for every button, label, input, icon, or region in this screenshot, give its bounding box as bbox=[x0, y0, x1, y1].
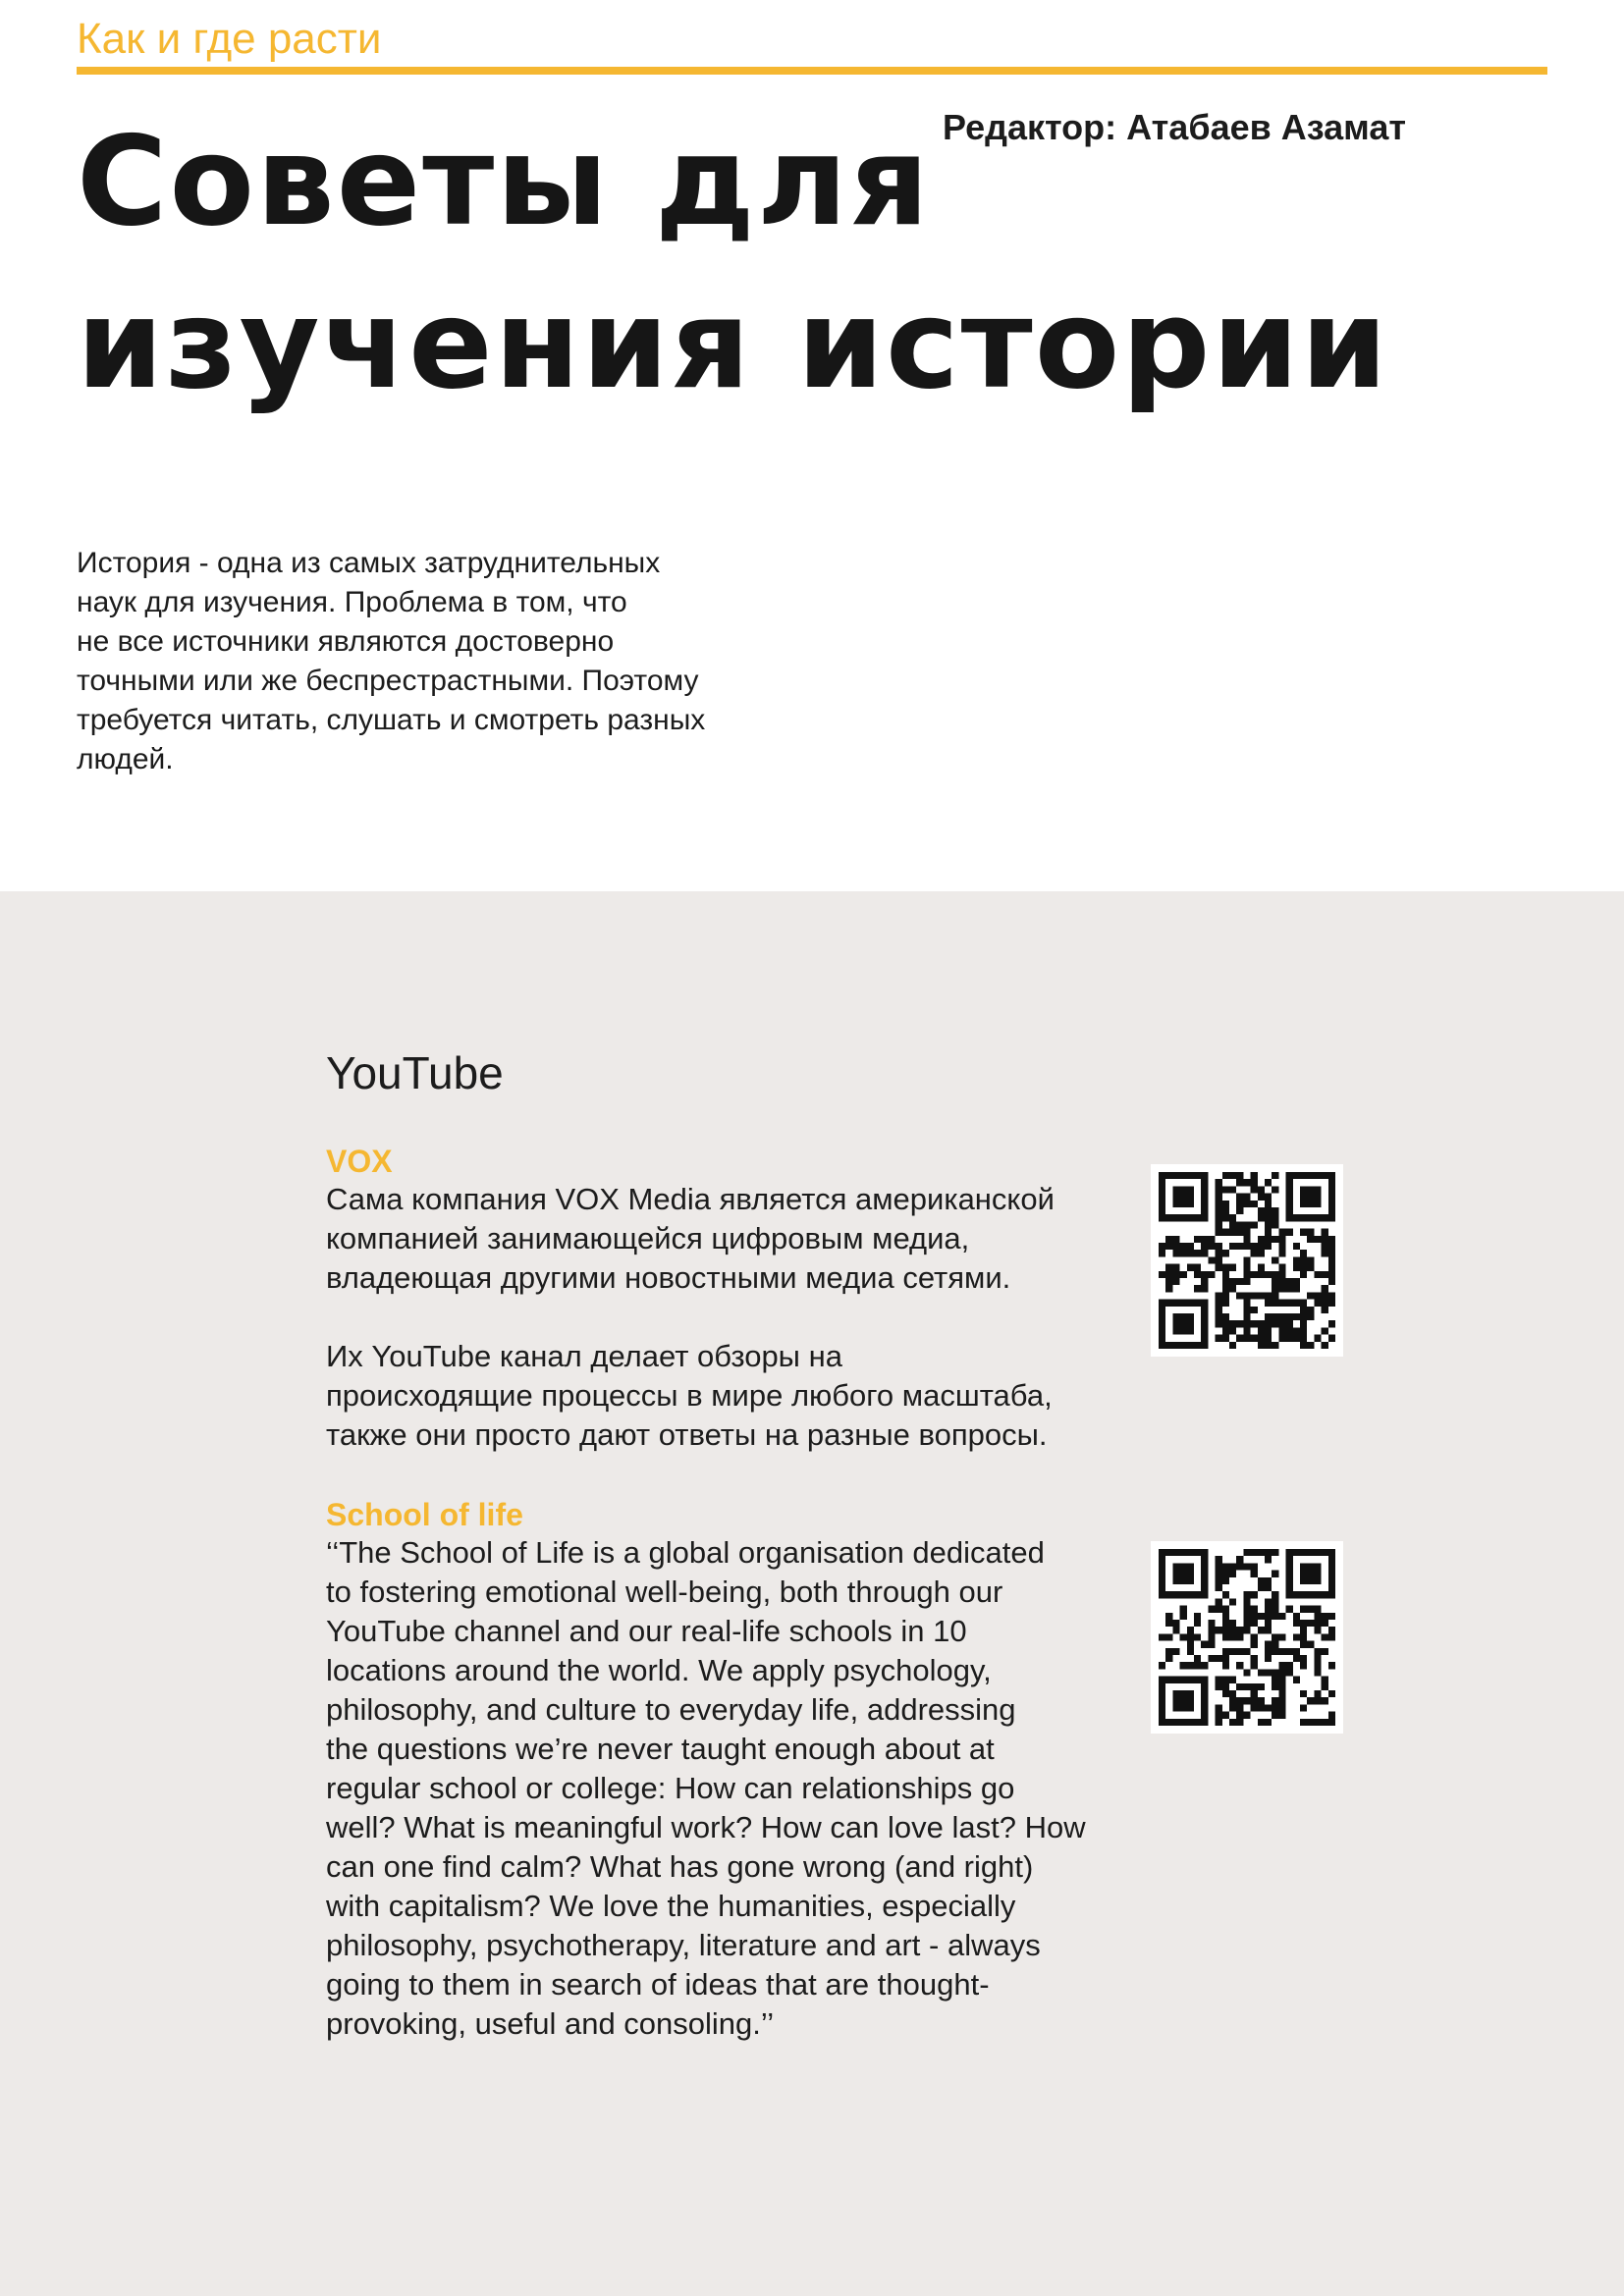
page-title-line: Советы для bbox=[77, 109, 932, 253]
page-title bbox=[77, 100, 1389, 426]
text-line: Их YouTube канал делает обзоры на bbox=[326, 1339, 842, 1373]
intro-paragraph bbox=[77, 544, 823, 779]
section-label: Как и где расти bbox=[77, 15, 382, 63]
text-line: владеющая другими новостными медиа сетями. bbox=[326, 1260, 1011, 1295]
channel-name-vox: VOX bbox=[326, 1144, 393, 1179]
text-line: provoking, useful and consoling.’’ bbox=[326, 2006, 775, 2041]
text-line: locations around the world. We apply psychology, bbox=[326, 1653, 992, 1687]
channel-description bbox=[326, 1180, 1055, 1298]
text-line: with capitalism? We love the humanities, especially bbox=[326, 1889, 1016, 1923]
channel-description bbox=[326, 1533, 1086, 2044]
text-line: going to them in search of ideas that are thought- bbox=[326, 1967, 990, 2002]
text-line: well? What is meaningful work? How can love last? How bbox=[326, 1810, 1086, 1844]
intro-line: наук для изучения. Проблема в том, что bbox=[77, 586, 627, 618]
text-line: can one find calm? What has gone wrong (and right) bbox=[326, 1849, 1034, 1884]
section-rule bbox=[77, 67, 1547, 75]
intro-line: требуется читать, слушать и смотреть разных bbox=[77, 704, 706, 736]
text-line: to fostering emotional well-being, both through our bbox=[326, 1575, 1003, 1609]
qr-code-icon[interactable] bbox=[1151, 1541, 1343, 1734]
qr-code-icon[interactable] bbox=[1151, 1164, 1343, 1357]
text-line: компанией занимающейся цифровым медиа, bbox=[326, 1221, 970, 1255]
page-title-line: изучения истории bbox=[77, 272, 1390, 416]
text-line: происходящие процессы в мире любого масштаба, bbox=[326, 1378, 1053, 1413]
text-line: также они просто дают ответы на разные вопросы. bbox=[326, 1417, 1048, 1452]
intro-line: История - одна из самых затруднительных bbox=[77, 547, 661, 579]
channel-name-school-of-life: School of life bbox=[326, 1497, 523, 1532]
intro-line: точными или же беспрестрастными. Поэтому bbox=[77, 665, 699, 697]
intro-line: не все источники являются достоверно bbox=[77, 625, 615, 658]
text-line: regular school or college: How can relationships go bbox=[326, 1771, 1015, 1805]
platform-heading: YouTube bbox=[326, 1047, 504, 1098]
text-line: YouTube channel and our real-life schools in 10 bbox=[326, 1614, 967, 1648]
text-line: the questions we’re never taught enough about at bbox=[326, 1732, 995, 1766]
text-line: ‘‘The School of Life is a global organisation dedicated bbox=[326, 1535, 1045, 1570]
text-line: philosophy, psychotherapy, literature and art - always bbox=[326, 1928, 1041, 1962]
intro-line: людей. bbox=[77, 743, 174, 775]
text-line: philosophy, and culture to everyday life, addressing bbox=[326, 1692, 1016, 1727]
editor-credit: Редактор: Атабаев Азамат bbox=[943, 107, 1406, 147]
channel-description bbox=[326, 1337, 1053, 1455]
text-line: Сама компания VOX Media является американской bbox=[326, 1182, 1055, 1216]
